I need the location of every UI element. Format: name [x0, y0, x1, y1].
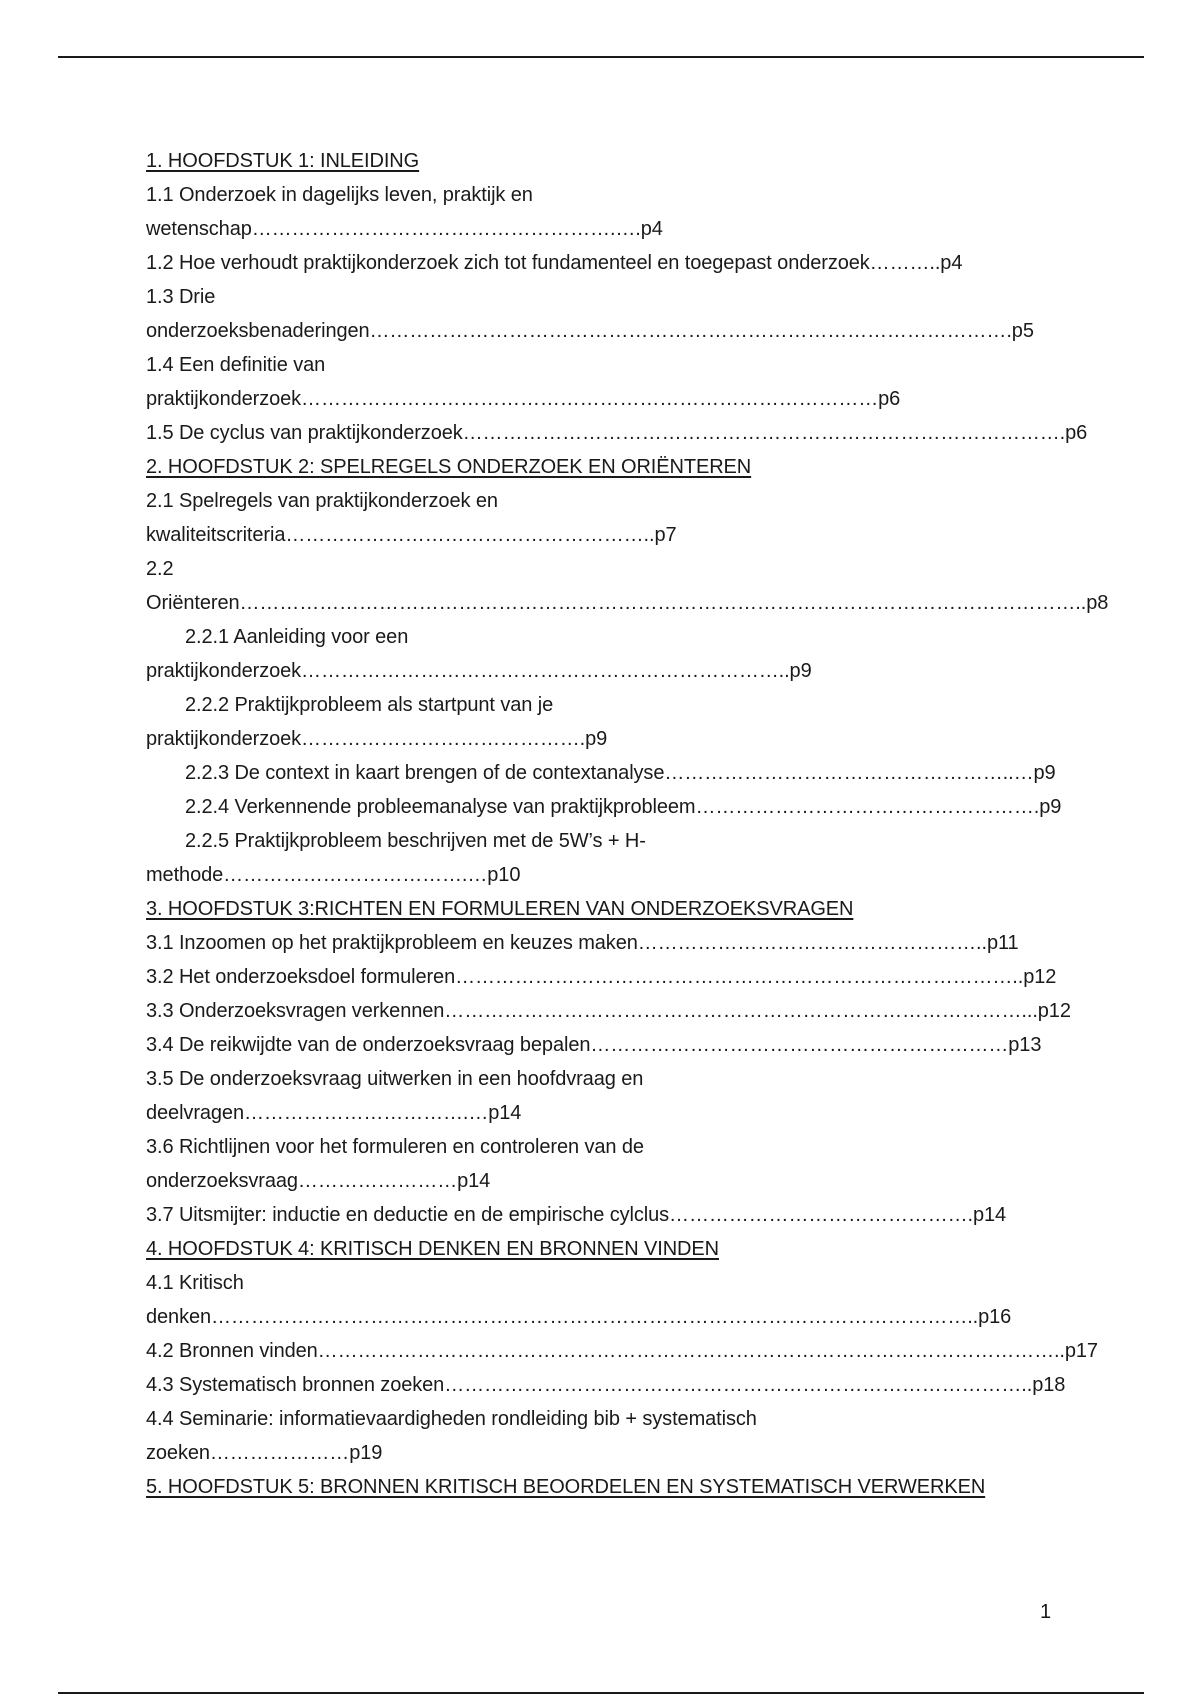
toc-entry: 3.6 Richtlijnen voor het formuleren en controleren van de [146, 1136, 644, 1158]
toc-entry: 3.5 De onderzoeksvraag uitwerken in een hoofdvraag en [146, 1068, 644, 1090]
toc-entry: 1.2 Hoe verhoudt praktijkonderzoek zich tot fundamenteel en toegepast onderzoek………..p4 [146, 252, 963, 274]
toc-entry: praktijkonderzoek………………………………………………………………..p9 [146, 660, 812, 682]
toc-entry: onderzoeksbenaderingen…………………………………………………………………………………….p5 [146, 320, 1034, 342]
toc-entry: 2.2.4 Verkennende probleemanalyse van praktijkprobleem…………………………………………….p9 [185, 796, 1062, 818]
toc-entry: zoeken…………………p19 [146, 1442, 383, 1464]
toc-entry: deelvragen…………………………….…p14 [146, 1102, 522, 1124]
header-rule [58, 56, 1144, 58]
toc-chapter-heading: 4. HOOFDSTUK 4: KRITISCH DENKEN EN BRONNEN VINDEN [146, 1238, 719, 1260]
toc-entry: praktijkonderzoek……………………………………………………………………………p6 [146, 388, 901, 410]
toc-entry: onderzoeksvraag……………………p14 [146, 1170, 491, 1192]
toc-entry: wetenschap……………………………………………….….p4 [146, 218, 663, 240]
toc-entry: 2.2.3 De context in kaart brengen of de contextanalyse……………………………………………..…p9 [185, 762, 1056, 784]
toc-entry: 1.5 De cyclus van praktijkonderzoek……………………………………………………………………………….p6 [146, 422, 1088, 444]
toc-entry: 3.7 Uitsmijter: inductie en deductie en de empirische cylclus……………………………………….p14 [146, 1204, 1007, 1226]
toc-entry: methode……………………………….…p10 [146, 864, 521, 886]
toc-entry: 2.2.1 Aanleiding voor een [185, 626, 409, 648]
table-of-contents [146, 144, 1109, 1504]
toc-chapter-heading: 5. HOOFDSTUK 5: BRONNEN KRITISCH BEOORDELEN EN SYSTEMATISCH VERWERKEN [146, 1476, 986, 1498]
toc-entry: kwaliteitscriteria………………………………………………..p7 [146, 524, 677, 546]
toc-chapter-heading: 2. HOOFDSTUK 2: SPELREGELS ONDERZOEK EN ORIËNTEREN [146, 456, 752, 478]
toc-entry: 1.4 Een definitie van [146, 354, 326, 376]
toc-entry: Oriënteren………………………………………………………………………………………………………………..p8 [146, 592, 1109, 614]
toc-entry: praktijkonderzoek…………………………………….p9 [146, 728, 608, 750]
toc-chapter-heading: 1. HOOFDSTUK 1: INLEIDING [146, 150, 420, 172]
toc-entry: 2.2.5 Praktijkprobleem beschrijven met de 5W’s + H- [185, 830, 646, 852]
toc-entry: 2.2 [146, 558, 174, 580]
toc-entry: 3.3 Onderzoeksvragen verkennen……………………………………………………………………………...p12 [146, 1000, 1071, 1022]
toc-entry: 4.1 Kritisch [146, 1272, 244, 1294]
toc-entry: 4.2 Bronnen vinden…………………………………………………………………………………………………..p17 [146, 1340, 1098, 1362]
toc-entry: 3.1 Inzoomen op het praktijkprobleem en keuzes maken……………………………………………..p11 [146, 932, 1019, 954]
toc-entry: 2.2.2 Praktijkprobleem als startpunt van je [185, 694, 554, 716]
toc-entry: 4.3 Systematisch bronnen zoeken……………………………………………………………………………..p18 [146, 1374, 1066, 1396]
toc-entry: 4.4 Seminarie: informatievaardigheden rondleiding bib + systematisch [146, 1408, 757, 1430]
toc-entry: 1.3 Drie [146, 286, 216, 308]
toc-chapter-heading: 3. HOOFDSTUK 3:RICHTEN EN FORMULEREN VAN ONDERZOEKSVRAGEN [146, 898, 854, 920]
footer-rule [58, 1692, 1144, 1694]
toc-entry: 3.2 Het onderzoeksdoel formuleren…………………………………………………………………………..p12 [146, 966, 1057, 988]
toc-entry: 1.1 Onderzoek in dagelijks leven, praktijk en [146, 184, 533, 206]
page-number: 1 [1040, 1601, 1052, 1623]
toc-entry: 3.4 De reikwijdte van de onderzoeksvraag bepalen………………………………………………………p13 [146, 1034, 1042, 1056]
toc-entry: denken……………………………………………………………………………………………………..p16 [146, 1306, 1012, 1328]
toc-entry: 2.1 Spelregels van praktijkonderzoek en [146, 490, 498, 512]
